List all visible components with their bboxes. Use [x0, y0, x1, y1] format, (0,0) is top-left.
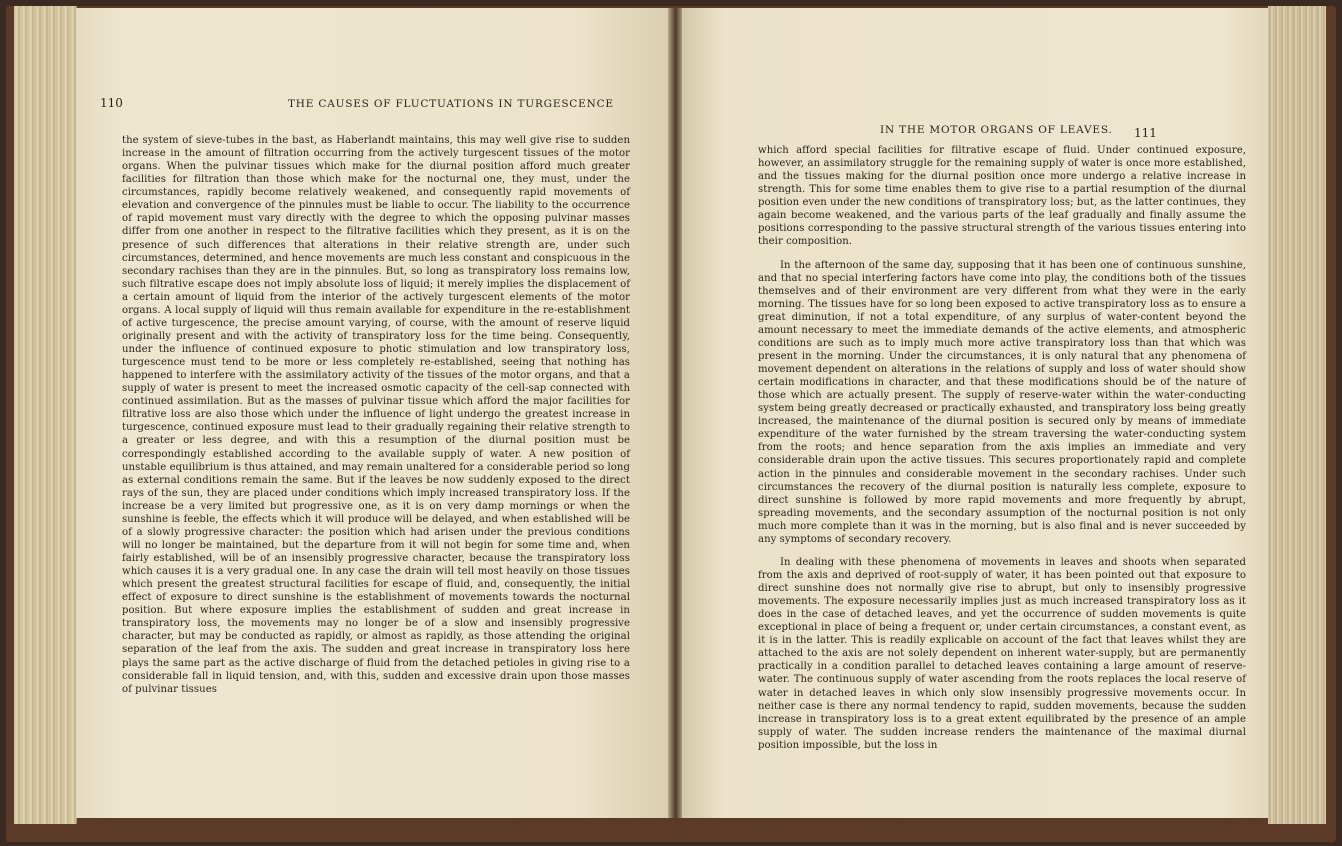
- right-page-number: 111: [1134, 126, 1157, 140]
- right-page-edges: [1268, 6, 1326, 824]
- right-paragraph-2: In the afternoon of the same day, supposing that it has been one of continuous sunshine, and that no special interfering factors have come into play, the conditions both of the tissues themselves and of their environment are very different from what they were in the early morning. The tissues have for so long been exposed to active transpiratory loss as to ensure a great diminution, if not a total expenditure, of any surplus of water-content beyond the amount necessary to meet the immediate demands of the active elements, and atmospheric conditions are such as to imply much more active transpiratory loss than that which was present in the morning. Under the circumstances, it is only natural that any phenomena of movement dependent on alterations in the relations of supply and loss of water should show certain modifications in character, and that these modifications should be of the nature of those which are actually present. The supply of reserve-water within the water-conducting system being greatly decreased or practically exhausted, and transpiratory loss being greatly increased, the maintenance of the diurnal position is secured only by means of immediate expenditure of the water furnished by the stream traversing the water-conducting system from the roots; and hence separation from the axis implies an immediate and very considerable drain upon the active tissues. This secures proportionately rapid and complete action in the pinnules and considerable movement in the secondary rachises. Under such circumstances the recovery of the diurnal position is naturally less complete, exposure to direct sunshine is followed by more rapid movements and more frequently by abrupt, spreading movements, and the secondary assumption of the nocturnal position is not only much more complete than it was in the morning, but is also final and is never succeeded by any symptoms of secondary recovery.: [758, 259, 1246, 545]
- left-page-edges: [14, 6, 77, 824]
- book-gutter: [668, 8, 682, 818]
- right-page: [682, 8, 1268, 818]
- right-running-head: IN THE MOTOR ORGANS OF LEAVES.: [880, 124, 1113, 136]
- right-page-body: [758, 144, 1246, 752]
- right-paragraph-3: In dealing with these phenomena of movements in leaves and shoots when separated from the axis and deprived of root-supply of water, it has been pointed out that exposure to direct sunshine does not normally give rise to abrupt, but only to insensibly progressive movements. The exposure necessarily implies just as much increased transpiratory loss as it does in the case of detached leaves, and yet the occurrence of sudden movements is quite exceptional in place of being a frequent or, under certain circumstances, a constant event, as it is in the latter. This is readily explicable on account of the fact that leaves whilst they are attached to the axis are not solely dependent on inherent water-supply, but are permanently practically in a condition parallel to detached leaves containing a large amount of reserve-water. The continuous supply of water ascending from the roots replaces the local reserve of water in detached leaves in which only slow insensibly progressive movements occur. In neither case is there any normal tendency to rapid, sudden movements, because the sudden increase in transpiratory loss is to a great extent equilibrated by the presence of an ample supply of water. The sudden increase renders the maintenance of the maximal diurnal position impossible, but the loss in: [758, 556, 1246, 751]
- left-paragraph: the system of sieve-tubes in the bast, as Haberlandt maintains, this may well give rise to sudden increase in the amount of filtration occurring from the actively turgescent tissues of the motor organs. When the pulvinar tissues which make for the diurnal position afford much greater facilities for filtration than those which make for the nocturnal one, they must, under the circumstances, rapidly become relatively weakened, and consequently rapid movements of elevation and convergence of the pinnules must be liable to occur. The liability to the occurrence of rapid movement must vary directly with the degree to which the opposing pulvinar masses differ from one another in respect to the filtrative facilities which they present, as it is on the presence of such differences that alterations in their relative strength are, under such circumstances, determined, and hence movements are much less constant and conspicuous in the secondary rachises than they are in the pinnules. But, so long as transpiratory loss remains low, such filtrative escape does not imply absolute loss of liquid; it merely implies the displacement of a certain amount of liquid from the interior of the actively turgescent elements of the motor organs. A local supply of liquid will thus remain available for expenditure in the re-establishment of active turgescence, the precise amount varying, of course, with the amount of reserve liquid originally present and with the activity of transpiratory loss for the time being. Consequently, under the influence of continued exposure to photic stimulation and low transpiratory loss, turgescence must tend to be more or less completely re-established, seeing that nothing has happened to interfere with the assimilatory activity of the tissues of the motor organs, and that a supply of water is present to meet the increased osmotic capacity of the cell-sap connected with continued assimilation. But as the masses of pulvinar tissue which afford the major facilities for filtrative loss are also those which under the influence of light undergo the greatest increase in turgescence, continued exposure must lead to their gradually regaining their relative strength to a greater or less degree, and with this a resumption of the diurnal position must be correspondingly established according to the available supply of water. A new position of unstable equilibrium is thus attained, and may remain unaltered for a considerable period so long as external conditions remain the same. But if the leaves be now suddenly exposed to the direct rays of the sun, they are placed under conditions which imply increased transpiratory loss. If the increase be a very limited but progressive one, as it is on very damp mornings or when the sunshine is feeble, the effects which it will produce will be delayed, and when established will be of a slowly progressive character: the position which had arisen under the previous conditions will no longer be maintained, but the departure from it will not begin for some time and, when fairly established, will be of an insensibly progressive character, because the transpiratory loss which causes it is a very gradual one. In any case the drain will tell most heavily on those tissues which present the greatest structural facilities for escape of fluid, and, consequently, the initial effect of exposure to direct sunshine is the establishment of movements towards the nocturnal position. But where exposure implies the establishment of sudden and great increase in transpiratory loss, the movements may no longer be of a slow and insensibly progressive character, but may be conducted as rapidly, or almost as rapidly, as those attending the original separation of the leaf from the axis. The sudden and great increase in transpiratory loss here plays the same part as the active discharge of fluid from the detached petioles in giving rise to a considerable fall in liquid tension, and, with this, sudden and excessive drain upon those masses of pulvinar tissues: [122, 135, 630, 695]
- right-paragraph-1: which afford special facilities for filtrative escape of fluid. Under continued exposure, however, an assimilatory struggle for the remaining supply of water is once more established, and the tissues making for the diurnal position once more undergo a relative increase in strength. This for some time enables them to give rise to a partial resumption of the diurnal position even under the new conditions of transpiratory loss; but, as the latter continues, they again become weakened, and the various parts of the leaf gradually and finally assume the positions corresponding to the passive structural strength of the various tissues entering into their composition.: [758, 145, 1246, 248]
- left-page: [76, 8, 668, 818]
- left-running-head: THE CAUSES OF FLUCTUATIONS IN TURGESCENCE: [288, 98, 614, 110]
- left-page-body: [122, 134, 630, 696]
- left-page-number: 110: [100, 96, 123, 110]
